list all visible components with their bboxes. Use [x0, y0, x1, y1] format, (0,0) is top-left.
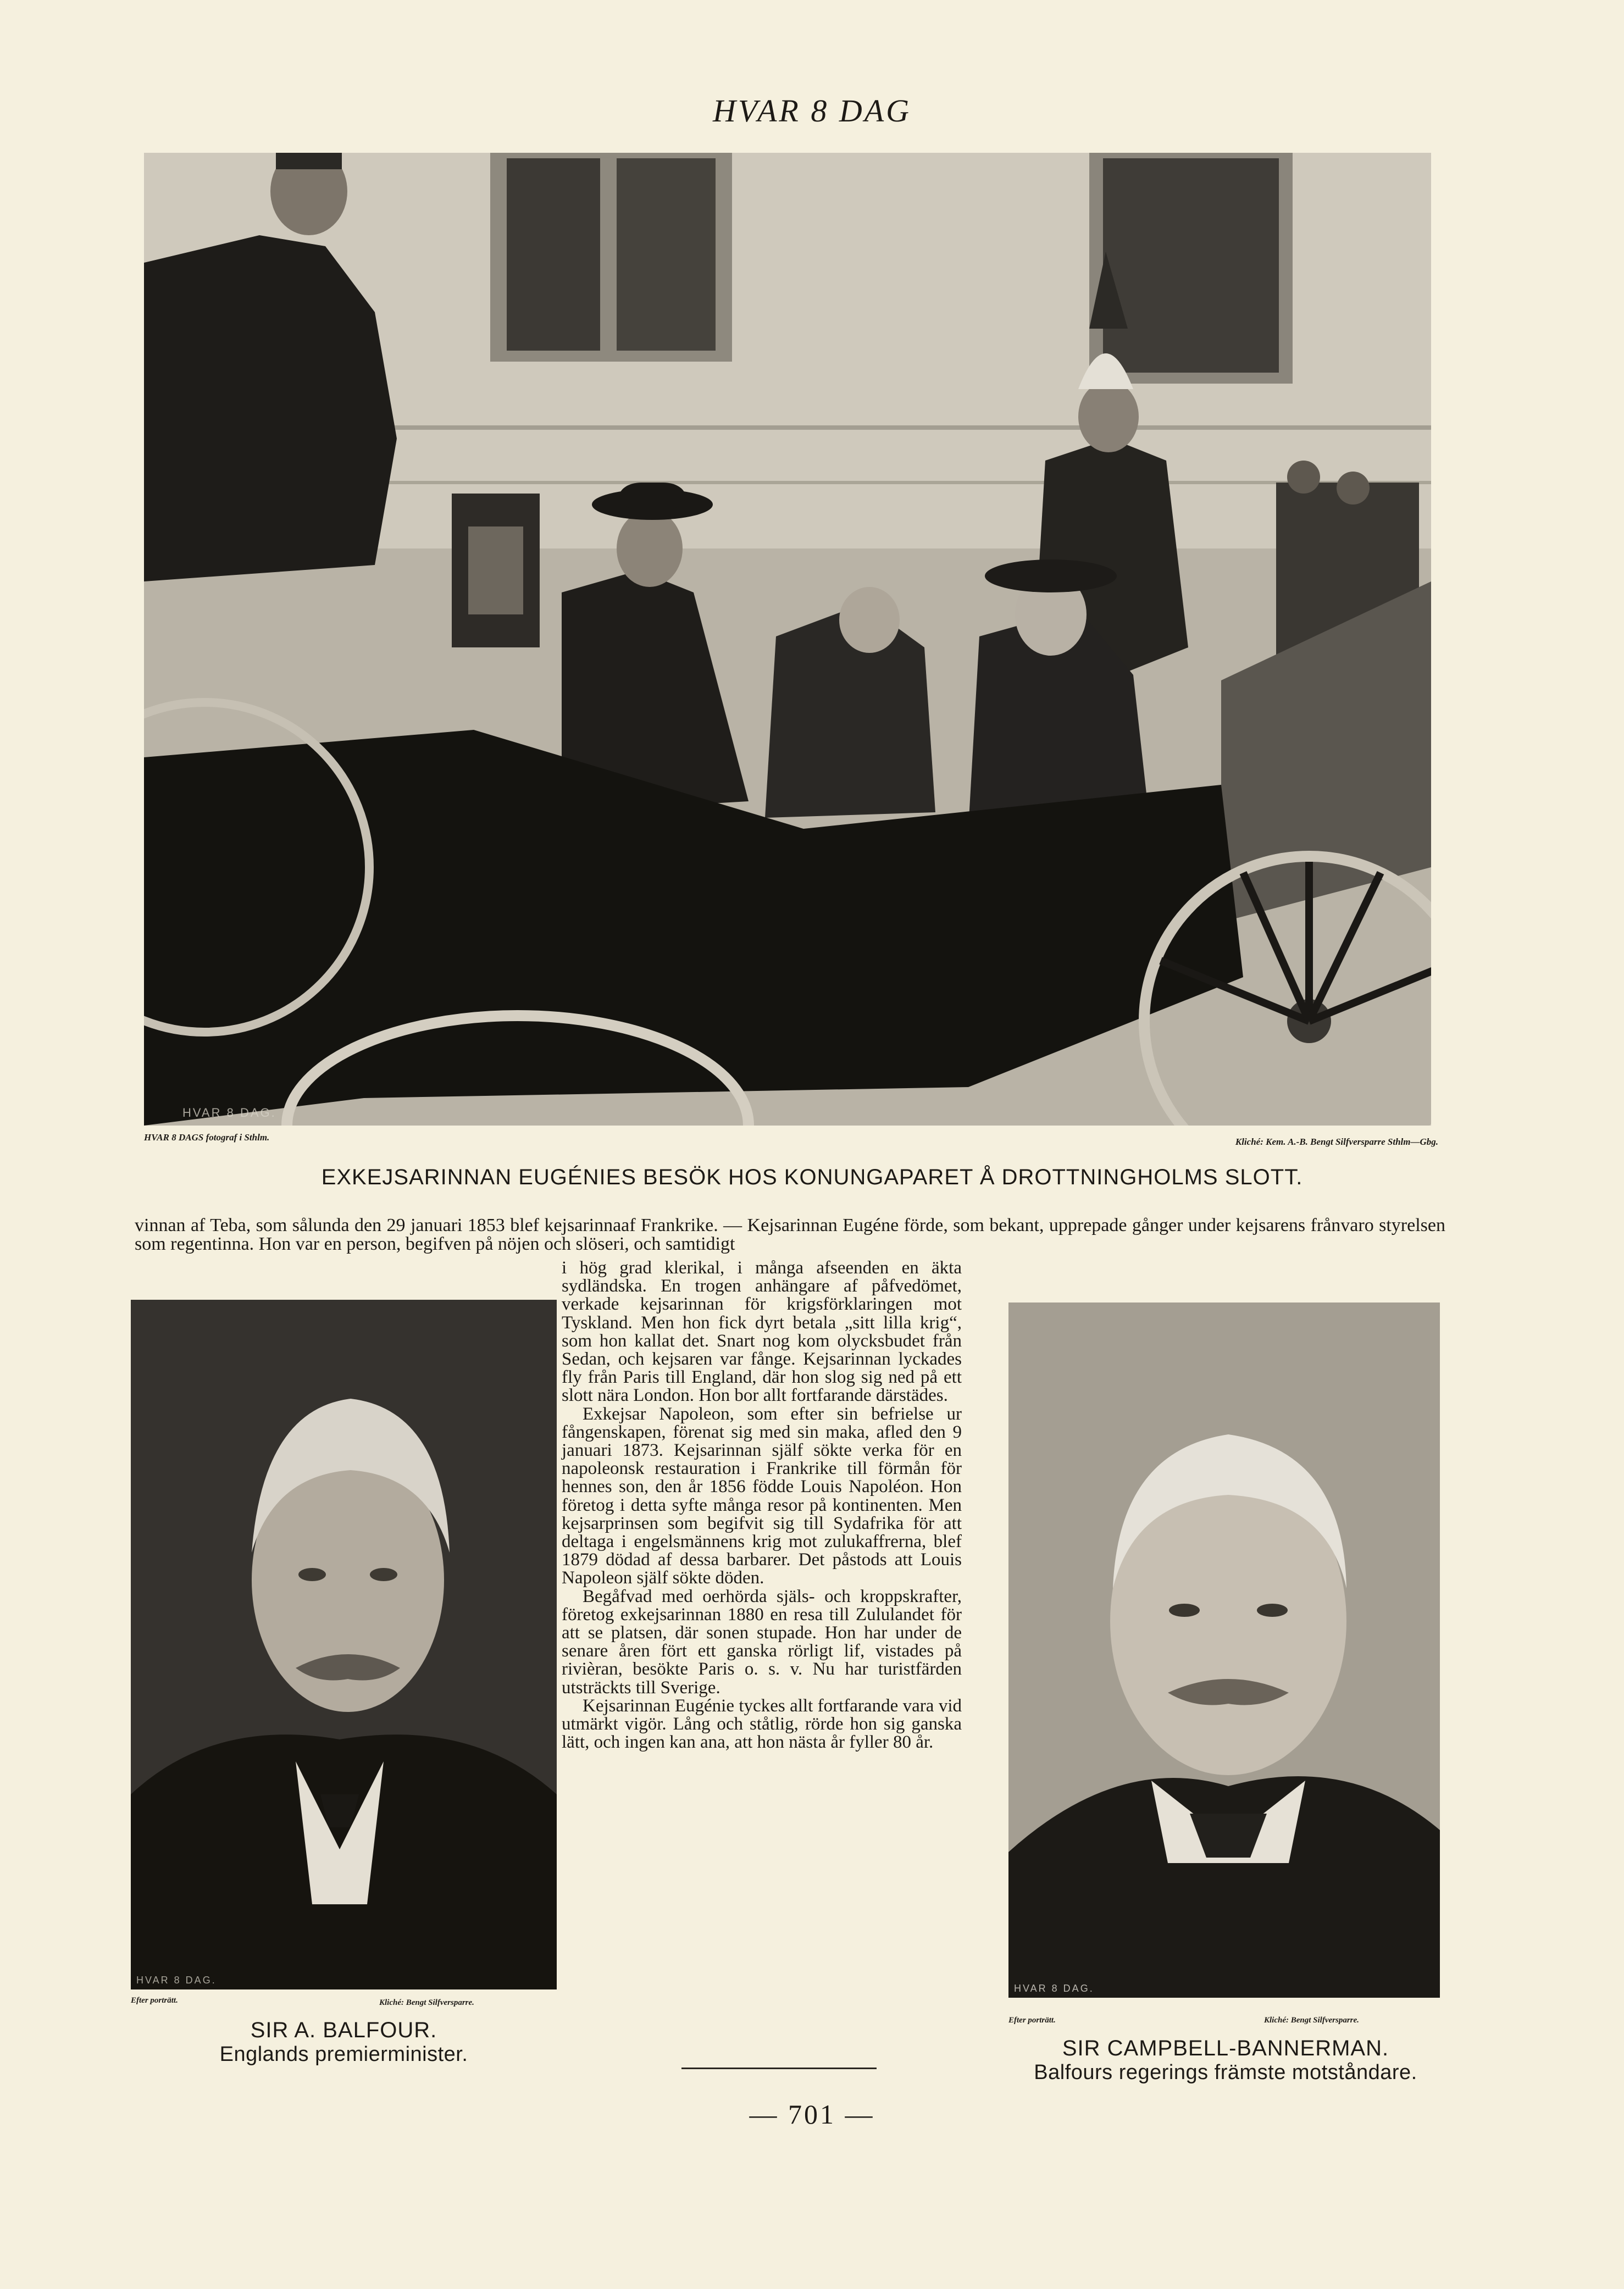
article-paragraph: Begåfvad med oerhörda själs- och kroppskrafter, företog exkejsarinnan 1880 en resa till Zululandet för att se platsen, där sonen stupade. Hon har under de senare åren fört ett ganska rörligt lif, vistades på rivièran, besökte Paris o. s. v. Nu har turistfärden utsträckts till Sverige.	[562, 1586, 962, 1698]
lead-paragraph	[135, 1216, 1445, 1254]
campbell-bannerman-caption	[995, 2036, 1456, 2085]
balfour-credit-left: Efter porträtt.	[131, 1996, 178, 2005]
campbell-bannerman-credit-left: Efter porträtt.	[1008, 2016, 1056, 2025]
balfour-watermark: HVAR 8 DAG.	[136, 1975, 217, 1986]
page-number: — 701 —	[749, 2099, 875, 2130]
masthead: HVAR 8 DAG	[712, 93, 912, 129]
balfour-role: Englands premierminister.	[219, 2043, 468, 2066]
article-column	[562, 1259, 962, 1752]
photo-credit-right: Kliché: Kem. A.-B. Bengt Silfversparre Sthlm—Gbg.	[1235, 1137, 1438, 1147]
article-paragraph: Exkejsar Napoleon, som efter sin befrielse ur fångenskapen, förenat sig med sin maka, afled den 9 januari 1873. Kejsarinnan själf sökte verka för en napoleonsk restauration i Frankrike till förmån för hennes son, den år 1856 födde Louis Napoléon. Hon företog i detta syfte många resor på kontinenten. Men kejsarprinsen som begifvit sig till Sydafrika för att deltaga i engelsmännens krig mot zulukaffrerna, blef 1879 dödad af dessa barbarer. Det påstods att Louis Napoleon själf sökte döden.	[562, 1404, 962, 1588]
article-paragraph: Kejsarinnan Eugénie tyckes allt fortfarande vara vid utmärkt vigör. Lång och ståtlig, rörde hon sig ganska lätt, och ingen kan ana, att hon nästa år fyller 80 år.	[562, 1695, 962, 1753]
article-paragraph: i hög grad klerikal, i många afseenden en äkta sydländska. En trogen anhängare af påfvedömet, verkade kejsarinnan för krigsförklaringen mot Tyskland. Men hon fick dyrt betala „sitt lilla krig“, som hon kallat det. Snart nog kom olycksbudet från Sedan, och kejsaren var fånge. Kejsarinnan lyckades fly från Paris till England, där hon slog sig ned på ett slott nära London. Hon bor allt fortfarande därstädes.	[562, 1258, 962, 1406]
photo-watermark: HVAR 8 DAG.	[182, 1106, 276, 1119]
campbell-bannerman-name: SIR CAMPBELL-BANNERMAN.	[1062, 2036, 1389, 2060]
campbell-bannerman-credit-right: Kliché: Bengt Silfversparre.	[1264, 2016, 1359, 2025]
campbell-bannerman-portrait	[1008, 1303, 1440, 1998]
campbell-bannerman-portrait-graphic	[1008, 1303, 1440, 1998]
closing-rule	[681, 2068, 877, 2069]
carriage-photo-graphic	[144, 153, 1431, 1126]
balfour-portrait-graphic	[131, 1300, 557, 1989]
balfour-caption	[131, 2018, 557, 2066]
main-caption: EXKEJSARINNAN EUGÉNIES BESÖK HOS KONUNGAPARET Å DROTTNINGHOLMS SLOTT.	[321, 1165, 1303, 1189]
balfour-name: SIR A. BALFOUR.	[250, 2018, 437, 2042]
lead-text: vinnan af Teba, som sålunda den 29 januari 1853 blef kejsarinnaaf Frankrike. — Kejsarinnan Eugéne förde, som bekant, upprepade gånger under kejsarens frånvaro styrelsen som regentinna. Hon var en person, begifven på nöjen och slöseri, och samtidigt	[135, 1215, 1445, 1254]
carriage-photograph	[144, 153, 1431, 1126]
campbell-bannerman-watermark: HVAR 8 DAG.	[1014, 1983, 1094, 1994]
balfour-credit-right: Kliché: Bengt Silfversparre.	[379, 1998, 474, 2007]
campbell-bannerman-role: Balfours regerings främste motståndare.	[1034, 2061, 1417, 2084]
balfour-portrait	[131, 1300, 557, 1989]
photo-credit-left: HVAR 8 DAGS fotograf i Sthlm.	[144, 1132, 270, 1143]
